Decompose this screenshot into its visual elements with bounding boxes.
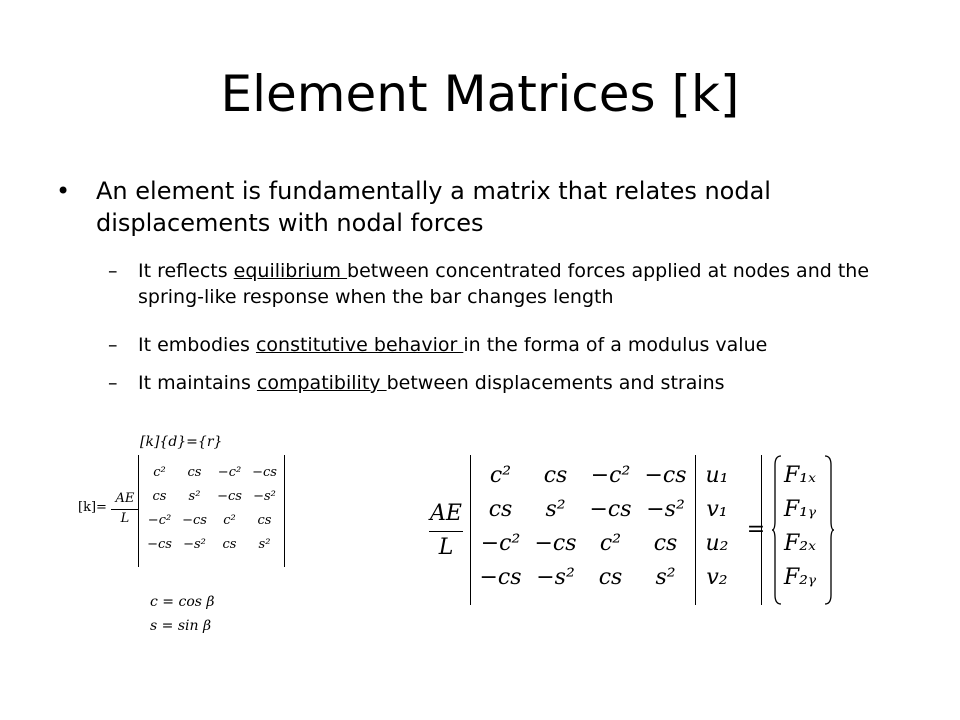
force-vector-right-brace	[823, 455, 835, 605]
subbullet-post: between displacements and strains	[386, 372, 725, 394]
matrix-cell: −cs	[252, 465, 277, 480]
matrix-cell: c²	[599, 531, 622, 556]
displacement-entry: v₂	[706, 565, 728, 590]
subbullet-compatibility	[108, 370, 910, 396]
subbullet-term: equilibrium	[233, 260, 348, 282]
subbullet-dash: –	[108, 372, 118, 394]
matrix-right-bar	[695, 455, 696, 605]
matrix-cell: −c²	[590, 463, 631, 488]
subbullet-pre: It maintains	[138, 372, 257, 394]
matrix-cell: −s²	[536, 565, 575, 590]
k-lhs: [k]=	[78, 500, 107, 515]
force-entry: F₁ₓ	[784, 463, 816, 488]
subbullet-post: in the forma of a modulus value	[463, 334, 768, 356]
matrix-cell: −cs	[534, 531, 577, 556]
matrix-cell: −cs	[644, 463, 687, 488]
matrix-cell: c²	[223, 513, 236, 528]
factor-denominator: L	[120, 511, 130, 526]
matrix-cell: −s²	[253, 489, 276, 504]
factor-numerator: AE	[115, 491, 135, 506]
matrix-cell: cs	[187, 465, 202, 480]
bullet-text: An element is fundamentally a matrix that relates nodal displacements with nodal forces	[96, 177, 771, 237]
subbullet-equilibrium	[108, 258, 910, 310]
matrix-cell: −cs	[217, 489, 242, 504]
matrix-cell: cs	[653, 531, 678, 556]
matrix-cell: −s²	[183, 537, 206, 552]
subbullet-pre: It embodies	[138, 334, 256, 356]
matrix-cell: −cs	[589, 497, 632, 522]
matrix-cell: c²	[153, 465, 166, 480]
matrix-cell: c²	[489, 463, 512, 488]
cosine-definition: c = cos β	[150, 594, 215, 610]
subbullet-pre: It reflects	[138, 260, 234, 282]
matrix-cell: cs	[152, 489, 167, 504]
matrix-cell: −cs	[182, 513, 207, 528]
matrix-cell: cs	[598, 565, 623, 590]
big-stiffness-equation	[425, 455, 835, 605]
subbullet-term: constitutive behavior	[255, 334, 464, 356]
matrix-cell: −s²	[646, 497, 685, 522]
displacement-entry: v₁	[706, 497, 728, 522]
sine-definition: s = sin β	[150, 618, 212, 634]
bullet-glyph: •	[56, 177, 71, 205]
matrix-cell: cs	[488, 497, 513, 522]
fraction-bar	[111, 509, 139, 510]
factor-numerator: AE	[430, 501, 462, 526]
force-vector-left-brace	[771, 455, 783, 605]
matrix-cell: −cs	[147, 537, 172, 552]
subbullet-dash: –	[108, 260, 118, 282]
matrix-cell: −c²	[480, 531, 521, 556]
matrix-cell: −c²	[147, 513, 172, 528]
subbullet-term: compatibility	[256, 372, 387, 394]
force-entry: F₂ₓ	[784, 531, 816, 556]
matrix-cell: s²	[258, 537, 271, 552]
subbullet-post: between concentrated forces applied at nodes and the spring-like response when the bar changes length	[138, 260, 870, 308]
force-entry: F₂ᵧ	[783, 565, 817, 590]
displacement-entry: u₂	[705, 531, 729, 556]
bullet-item	[56, 175, 924, 239]
matrix-cell: s²	[655, 565, 676, 590]
matrix-right-bar	[284, 455, 285, 567]
stiffness-relation: [k]{d}={r}	[140, 434, 223, 450]
matrix-cell: s²	[188, 489, 201, 504]
force-entry: F₁ᵧ	[783, 497, 817, 522]
factor-denominator: L	[438, 535, 454, 560]
matrix-left-bar	[138, 455, 139, 567]
matrix-cell: −c²	[217, 465, 242, 480]
matrix-cell: cs	[543, 463, 568, 488]
fraction-bar	[429, 531, 463, 532]
matrix-left-bar	[470, 455, 471, 605]
matrix-cell: cs	[222, 537, 237, 552]
subbullet-constitutive	[108, 332, 910, 358]
matrix-cell: −cs	[479, 565, 522, 590]
subbullet-dash: –	[108, 334, 118, 356]
matrix-cell: s²	[545, 497, 566, 522]
matrix-cell: cs	[257, 513, 272, 528]
slide-title: Element Matrices [k]	[220, 65, 740, 123]
equals-sign: =	[746, 517, 766, 542]
displacement-entry: u₁	[705, 463, 729, 488]
small-stiffness-matrix	[78, 455, 298, 567]
